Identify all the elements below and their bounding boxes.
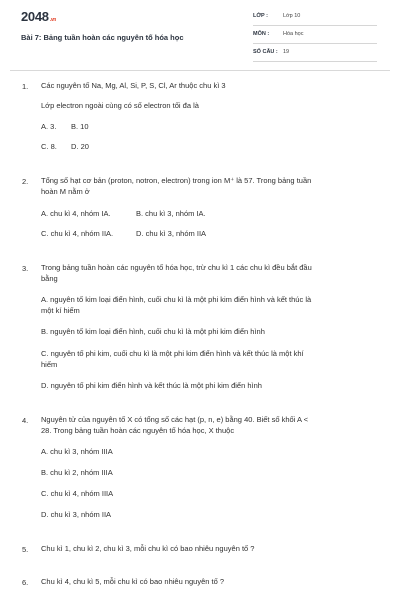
- meta-count-value: 19: [283, 49, 290, 55]
- answer-option[interactable]: D. nguyên tố phi kim điển hình và kết thúc là một phi kim điển hình: [41, 381, 262, 390]
- question-text: 28. Trong bảng tuần hoàn các nguyên tố hóa học, X thuộc: [41, 426, 235, 435]
- question-text: Chu kì 4, chu kì 5, mỗi chu kì có bao nhiêu nguyên tố ?: [41, 577, 225, 586]
- question-text: Chu kì 1, chu kì 2, chu kì 3, mỗi chu kì có bao nhiêu nguyên tố ?: [41, 544, 255, 553]
- meta-subject-label: MÔN :: [253, 31, 270, 37]
- question-number: 5.: [22, 545, 29, 554]
- answer-option-continued[interactable]: hiếm: [41, 360, 58, 369]
- question-number: 1.: [22, 82, 29, 91]
- meta-class-label: LỚP :: [253, 13, 268, 19]
- question-text: hoàn M nằm ở: [41, 187, 90, 196]
- question-number: 2.: [22, 177, 29, 186]
- answer-option[interactable]: A. nguyên tố kim loại điển hình, cuối chu kì là một phi kim điển hình và kết thúc là: [41, 295, 312, 304]
- answer-option[interactable]: B. nguyên tố kim loại điển hình, cuối chu kì là một phi kim điển hình: [41, 327, 265, 336]
- answer-option[interactable]: B. chu kì 3, nhóm IA.: [136, 209, 206, 218]
- answer-option[interactable]: C. chu kì 4, nhóm IIA.: [41, 229, 114, 238]
- question-number: 6.: [22, 578, 29, 587]
- question-text: Các nguyên tố Na, Mg, Al, Si, P, S, Cl, Ar thuộc chu kì 3: [41, 81, 226, 90]
- header-divider: [10, 70, 390, 71]
- answer-option[interactable]: A. chu kì 3, nhóm IIIA: [41, 447, 113, 456]
- question-text: bằng: [41, 274, 58, 283]
- answer-option[interactable]: A. chu kì 4, nhóm IA.: [41, 209, 111, 218]
- page-title: Bài 7: Bảng tuần hoàn các nguyên tố hóa học: [21, 33, 184, 42]
- answer-option[interactable]: D. 20: [71, 142, 89, 151]
- answer-option[interactable]: B. 10: [71, 122, 89, 131]
- page-header: [0, 0, 400, 68]
- answer-option-continued[interactable]: một kí hiếm: [41, 306, 80, 315]
- answer-option[interactable]: D. chu kì 3, nhóm IIA: [41, 510, 112, 519]
- meta-count-label: SỐ CÂU :: [253, 49, 278, 55]
- question-number: 3.: [22, 264, 29, 273]
- question-text: Lớp electron ngoài cùng có số electron tối đa là: [41, 101, 199, 110]
- answer-option[interactable]: A. 3.: [41, 122, 57, 131]
- site-logo[interactable]: [21, 9, 56, 24]
- meta-class-row: [253, 12, 377, 26]
- meta-class-value: Lớp 10: [283, 13, 301, 19]
- question-text: Tổng số hạt cơ bản (proton, notron, electron) trong ion M⁺ là 57. Trong bảng tuần: [41, 176, 312, 185]
- meta-count-row: [253, 48, 377, 62]
- logo-suffix: .vn: [49, 17, 57, 23]
- question-text: Nguyên tử của nguyên tố X có tổng số các hạt (p, n, e) bằng 40. Biết số khối A <: [41, 415, 309, 424]
- meta-subject-value: Hóa học: [283, 31, 304, 37]
- question-text: Trong bảng tuần hoàn các nguyên tố hóa học, trừ chu kì 1 các chu kì đều bắt đầu: [41, 263, 312, 272]
- answer-option[interactable]: C. 8.: [41, 142, 57, 151]
- answer-option[interactable]: C. chu kì 4, nhóm IIIA: [41, 489, 114, 498]
- answer-option[interactable]: B. chu kì 2, nhóm IIIA: [41, 468, 113, 477]
- logo-text: 2048: [21, 9, 49, 24]
- answer-option[interactable]: C. nguyên tố phi kim, cuối chu kì là một phi kim điển hình và kết thúc là một khí: [41, 349, 304, 358]
- answer-option[interactable]: D. chu kì 3, nhóm IIA: [136, 229, 207, 238]
- meta-subject-row: [253, 30, 377, 44]
- question-number: 4.: [22, 416, 29, 425]
